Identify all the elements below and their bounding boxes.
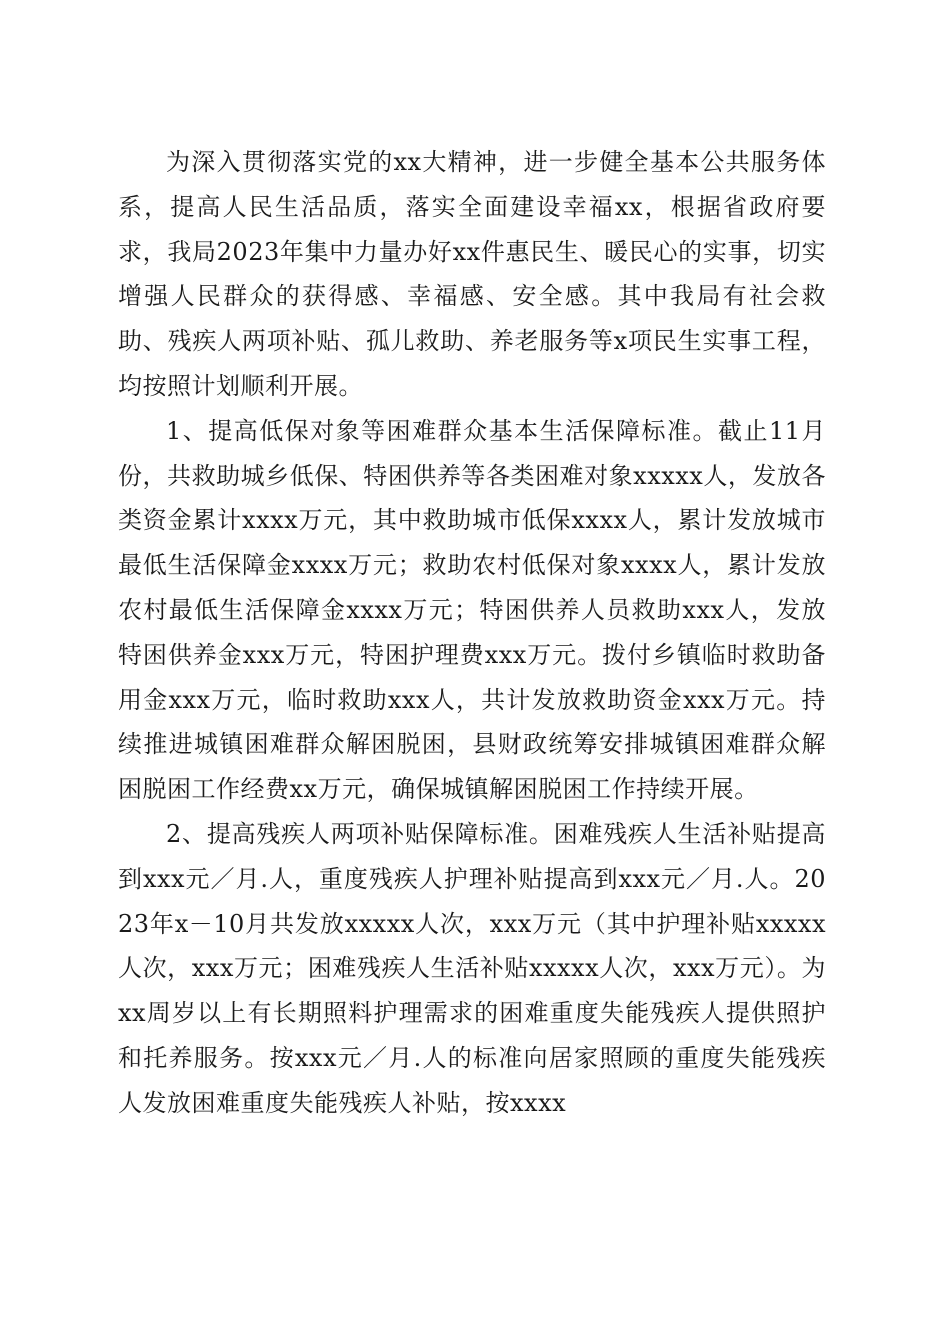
item-1-paragraph: 1、提高低保对象等困难群众基本生活保障标准。截止11月份，共救助城乡低保、特困供养等各类困难对象xxxxx人，发放各类资金累计xxxx万元，其中救助城市低保xxxx人，累计发放城市最低生活保障金xxxx万元；救助农村低保对象xxxx人，累计发放农村最低生活保障金xxxx万元；特困供养人员救助xxx人，发放特困供养金xxx万元，特困护理费xxx万元。拨付乡镇临时救助备用金xxx万元，临时救助xxx人，共计发放救助资金xxx万元。持续推进城镇困难群众解困脱困，县财政统筹安排城镇困难群众解困脱困工作经费xx万元，确保城镇解困脱困工作持续开展。 xyxy=(118,416,826,804)
item-2-paragraph: 2、提高残疾人两项补贴保障标准。困难残疾人生活补贴提高到xxx元／月.人，重度残疾人护理补贴提高到xxx元／月.人。2023年x－10月共发放xxxxx人次，xxx万元（其中护理补贴xxxxx人次，xxx万元；困难残疾人生活补贴xxxxx人次，xxx万元）。为xx周岁以上有长期照料护理需求的困难重度失能残疾人提供照护和托养服务。按xxx元／月.人的标准向居家照顾的重度失能残疾人发放困难重度失能残疾人补贴，按xxxx xyxy=(118,819,826,1117)
intro-paragraph: 为深入贯彻落实党的xx大精神，进一步健全基本公共服务体系，提高人民生活品质，落实全面建设幸福xx，根据省政府要求，我局2023年集中力量办好xx件惠民生、暖民心的实事，切实增强人民群众的获得感、幸福感、安全感。其中我局有社会救助、残疾人两项补贴、孤儿救助、养老服务等x项民生实事工程，均按照计划顺利开展。 xyxy=(118,148,826,400)
document-body xyxy=(118,140,826,1126)
